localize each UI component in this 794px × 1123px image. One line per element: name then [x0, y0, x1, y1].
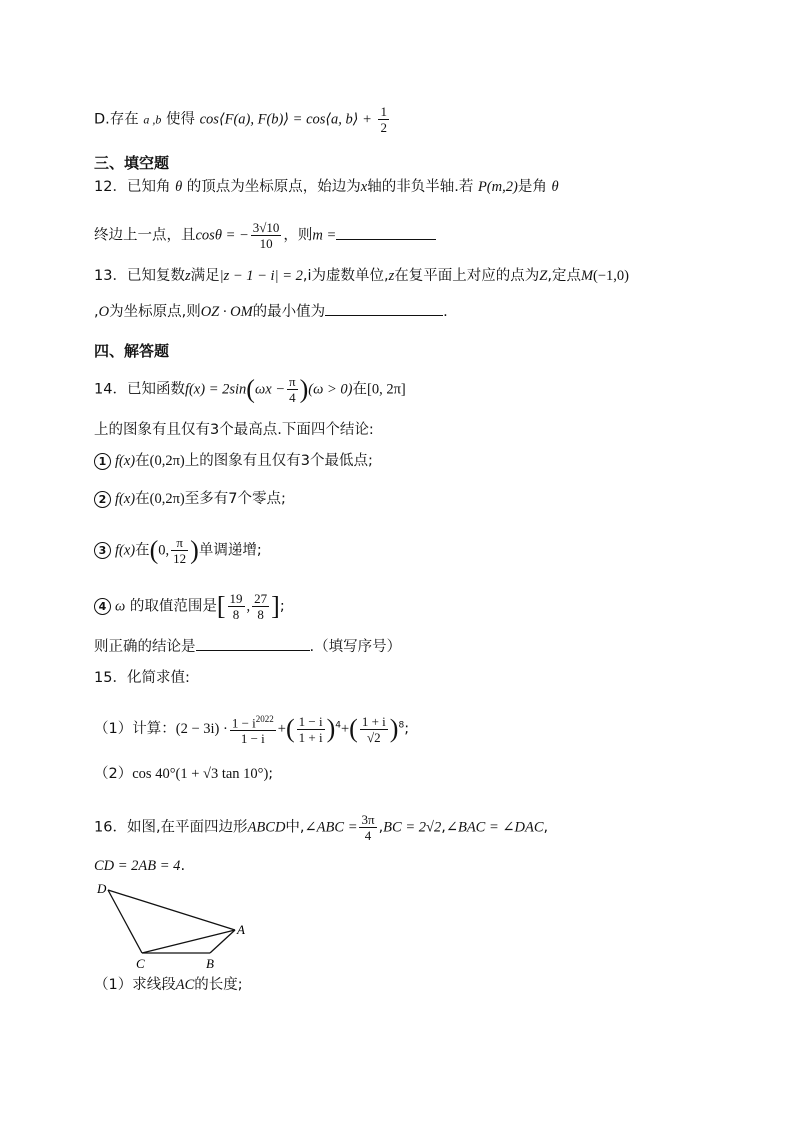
- q14-c4-fraction-1: $\frac{19}{8}$: [229, 591, 243, 622]
- q15-fraction-2: $\frac{1 - i}{1 + i}$: [298, 713, 323, 745]
- quadrilateral-figure: [92, 880, 272, 970]
- label-c: C: [136, 956, 145, 970]
- q13-line2: ,O为坐标原点,则OZ · OM的最小值为 .: [94, 301, 448, 322]
- q13-answer-blank[interactable]: [325, 301, 443, 316]
- circled-2-icon: 2: [94, 491, 111, 508]
- circled-1-icon: 1: [94, 453, 111, 470]
- q14-answer-blank[interactable]: [196, 636, 310, 651]
- q15-fraction-1: $\frac{1 - i^{2022}}{1 - i}$: [231, 714, 274, 747]
- q12-line2: 终边上一点，且cosθ = − $\frac{3√10}{10}$ ，则m =: [94, 220, 436, 251]
- q14-conclusion-1: 1 f(x)在(0,2π)上的图象有且仅有3个最低点;: [94, 451, 373, 471]
- q12-answer-blank[interactable]: [336, 225, 436, 240]
- label-d: D: [97, 881, 107, 896]
- q14-conclusion-2: 2 f(x)在(0,2π)至多有7个零点;: [94, 489, 286, 509]
- q13-vectors: OZ · OM: [200, 304, 253, 320]
- edge-ca: [142, 930, 235, 953]
- q15-part2: （2）cos 40°(1 + √3 tan 10°);: [94, 766, 274, 782]
- q14-answer-line: 则正确的结论是 .（填写序号）: [94, 636, 401, 657]
- q12-fraction: $\frac{3√10}{10}$: [252, 220, 280, 251]
- q14-conclusion-4: 4 ω 的取值范围是[ $\frac{19}{8}$ , $\frac{27}{8}$ ];: [94, 591, 285, 622]
- q12-line1: 12．已知角 θ 的顶点为坐标原点，始边为x轴的非负半轴.若 P(m,2)是角 θ: [94, 179, 559, 195]
- q16-line1: 16．如图,在平面四边形ABCD中,∠ABC = $\frac{3\pi}{4}$ ,BC = 2√2,∠BAC = ∠DAC,: [94, 812, 549, 843]
- option-d-equation: cos⟨F(a), F(b)⟩ = cos⟨a, b⟩ +: [199, 111, 372, 128]
- q14-line1: 14．已知函数f(x) = 2sin(ωx − $\frac{\pi}{4}$ )(ω > 0)在[0, 2π]: [94, 374, 406, 405]
- q13-line1: 13．已知复数z满足|z − 1 − i| = 2,i为虚数单位,z在复平面上对应的点为Z,定点M(−1,0): [94, 268, 630, 284]
- q16-fraction: $\frac{3\pi}{4}$: [361, 812, 375, 843]
- q14-c3-fraction: $\frac{\pi}{12}$: [173, 535, 187, 566]
- section-3-title: 三、填空题: [94, 154, 170, 172]
- q14-c4-fraction-2: $\frac{27}{8}$: [254, 591, 268, 622]
- label-b: B: [206, 956, 214, 970]
- circled-3-icon: 3: [94, 542, 111, 559]
- option-d-vars: a ,b: [143, 112, 162, 127]
- option-d-fraction: $\frac{1}{2}$: [380, 104, 387, 135]
- circled-4-icon: 4: [94, 598, 111, 615]
- q16-line2: CD = 2AB = 4.: [94, 858, 186, 874]
- q14-fraction: $\frac{\pi}{4}$: [289, 374, 296, 405]
- q15-part1: （1）计算：(2 − 3i) · $\frac{1 - i^{2022}}{1 - i}$ +( $\frac{1 - i}{1 + i}$ )$^4$+( $\frac{1 + i}{√2}$ )$^8$;: [94, 713, 410, 747]
- section-4-title: 四、解答题: [94, 342, 170, 360]
- q14-line2: 上的图象有且仅有3个最高点.下面四个结论:: [94, 422, 374, 438]
- q16-part1: （1）求线段AC的长度;: [94, 977, 243, 993]
- label-a: A: [237, 922, 245, 937]
- q15-title: 15．化简求值:: [94, 670, 190, 686]
- q15-fraction-3: $\frac{1 + i}{√2}$: [361, 713, 386, 745]
- q14-conclusion-3: 3 f(x)在(0, $\frac{\pi}{12}$ )单调递增;: [94, 535, 262, 566]
- option-d: D.存在 a ,b 使得 cos⟨F(a), F(b)⟩ = cos⟨a, b⟩ + $\frac{1}{2}$: [94, 104, 387, 135]
